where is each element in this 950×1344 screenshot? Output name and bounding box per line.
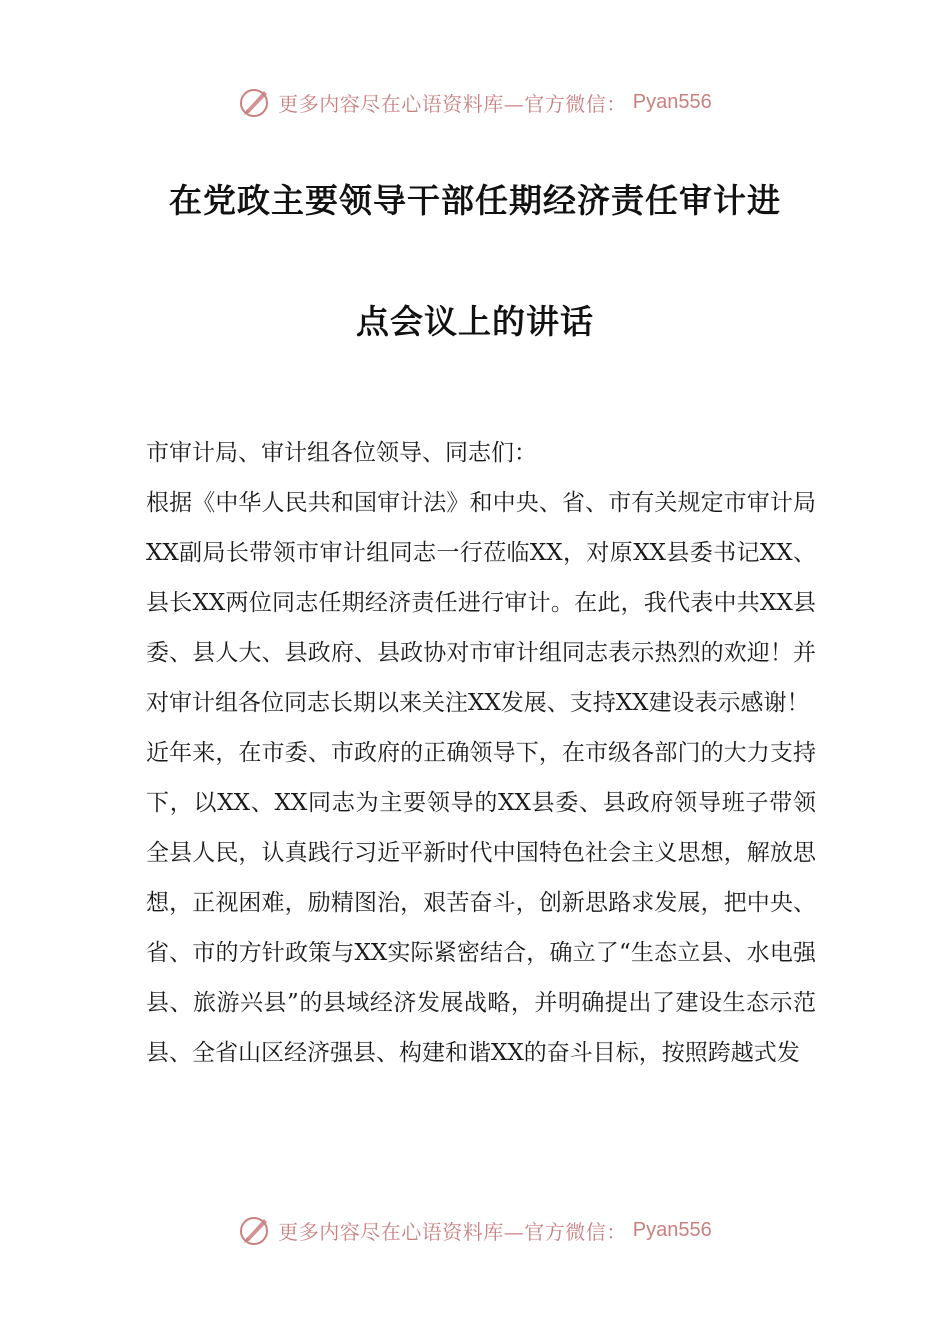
quill-logo-icon	[238, 1213, 272, 1247]
header-watermark	[0, 82, 950, 122]
paragraph-1: 根据《中华人民共和国审计法》和中央、省、市有关规定市审计局XX副局长带领市审计组同志一行莅临XX，对原XX县委书记XX、县长XX两位同志任期经济责任进行审计。在此，我代表中共XX县委、县人大、县政府、县政协对市审计组同志表示热烈的欢迎！并对审计组各位同志长期以来关注XX发展、支持XX建设表示感谢！	[146, 490, 816, 716]
salutation: 市审计局、审计组各位领导、同志们：	[146, 440, 537, 466]
footer-watermark	[0, 1210, 950, 1250]
watermark-text: 更多内容尽在心语资料库—官方微信：	[278, 91, 627, 116]
document-body	[146, 428, 816, 1078]
quill-logo-icon	[238, 85, 272, 119]
document-title-line-2: 点会议上的讲话	[356, 302, 594, 341]
watermark-wechat-id: Pyan556	[632, 90, 712, 113]
watermark-text: 更多内容尽在心语资料库—官方微信：	[278, 1219, 627, 1244]
watermark-wechat-id: Pyan556	[632, 1218, 712, 1241]
paragraph-2: 近年来，在市委、市政府的正确领导下，在市级各部门的大力支持下，以XX、XX同志为主要领导的XX县委、县政府领导班子带领全县人民，认真践行习近平新时代中国特色社会主义思想，解放思想，正视困难，励精图治，艰苦奋斗，创新思路求发展，把中央、省、市的方针政策与XX实际紧密结合，确立了“生态立县、水电强县、旅游兴县”的县域经济发展战略，并明确提出了建设生态示范县、全省山区经济强县、构建和谐XX的奋斗目标，按照跨越式发	[146, 740, 816, 1066]
document-title-line-1: 在党政主要领导干部任期经济责任审计进	[169, 181, 781, 220]
